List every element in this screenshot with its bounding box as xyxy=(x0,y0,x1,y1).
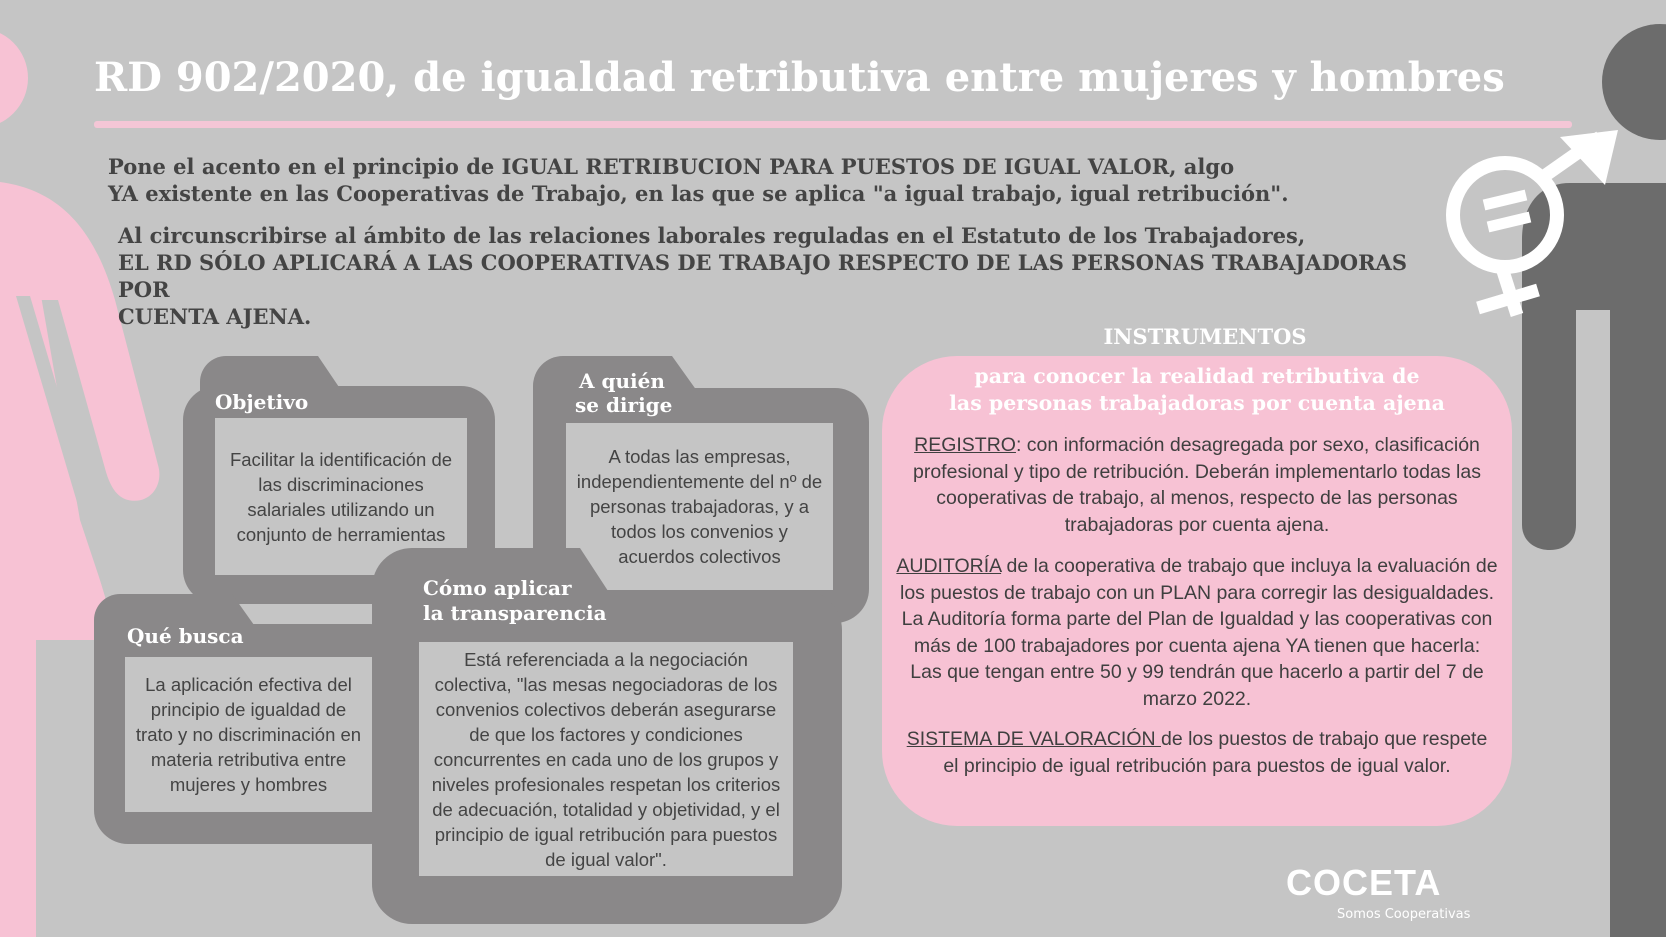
instrumentos-subtitle xyxy=(902,363,1492,417)
gender-equality-icon xyxy=(1440,125,1625,330)
intro-paragraph-2 xyxy=(118,222,1448,330)
card-como-aplicar-title-line: la transparencia xyxy=(423,601,607,625)
coceta-logo: COCETA xyxy=(1286,862,1442,903)
intro-line: Pone el acento en el principio de IGUAL RETRIBUCION PARA PUESTOS DE IGUAL VALOR, algo xyxy=(108,154,1235,179)
card-objetivo-title: Objetivo xyxy=(215,390,309,414)
card-objetivo-body: Facilitar la identificación de las discriminaciones salariales utilizando un conjunto de herramientas xyxy=(215,418,467,575)
card-como-aplicar xyxy=(372,576,842,924)
card-como-aplicar-title-line: Cómo aplicar xyxy=(423,576,572,600)
registro-label: REGISTRO xyxy=(914,434,1016,456)
card-como-aplicar-title xyxy=(423,576,607,626)
intro-paragraph-1 xyxy=(108,153,1408,207)
instrumentos-heading: INSTRUMENTOS xyxy=(1103,324,1307,349)
coceta-tagline: Somos Cooperativas xyxy=(1337,907,1471,922)
page-title: RD 902/2020, de igualdad retributiva entre mujeres y hombres xyxy=(94,54,1505,101)
sistema-paragraph xyxy=(902,726,1492,779)
card-a-quien-title-line: A quién xyxy=(579,369,665,393)
instrumentos-panel xyxy=(882,356,1512,826)
instrumentos-subtitle-line: las personas trabajadoras por cuenta ajena xyxy=(949,391,1445,415)
auditoria-label: AUDITORÍA xyxy=(896,555,1002,577)
instrumentos-subtitle-line: para conocer la realidad retributiva de xyxy=(974,364,1420,388)
card-a-quien-title xyxy=(575,369,672,417)
card-como-aplicar-body: Está referenciada a la negociación colectiva, "las mesas negociadoras de los convenios colectivos deberán asegurarse de que los factores y condiciones concurrentes en cada uno de los grupos y niveles profesionales respetan los criterios de adecuación, totalidad y objetividad, y el principio de igual retribución para puestos de igual valor". xyxy=(419,642,793,876)
intro-line: EL RD SÓLO APLICARÁ A LAS COOPERATIVAS DE TRABAJO RESPECTO DE LAS PERSONAS TRABAJADORAS POR xyxy=(118,250,1407,302)
sistema-text: de los puestos de trabajo que respete el principio de igual retribución para puestos de igual valor. xyxy=(943,728,1488,777)
card-que-busca xyxy=(94,624,404,844)
sistema-label: SISTEMA DE VALORACIÓN xyxy=(906,728,1161,750)
card-que-busca-title: Qué busca xyxy=(127,624,244,648)
registro-text: : con información desagregada por sexo, clasificación profesional y tipo de retribución. Deberán implementarlo todas las cooperativas de trabajo, al menos, respecto de las personas trabajadoras por cuenta ajena. xyxy=(913,434,1481,536)
intro-line: Al circunscribirse al ámbito de las relaciones laborales reguladas en el Estatuto de los Trabajadores, xyxy=(118,223,1306,248)
registro-paragraph xyxy=(906,432,1488,538)
card-a-quien-title-line: se dirige xyxy=(575,393,673,417)
title-divider xyxy=(94,121,1572,128)
card-a-quien-body: A todas las empresas, independientemente del nº de personas trabajadoras, y a todos los convenios y acuerdos colectivos xyxy=(566,423,833,590)
intro-line: CUENTA AJENA. xyxy=(118,304,312,329)
intro-line: YA existente en las Cooperativas de Trabajo, en las que se aplica "a igual trabajo, igual retribución". xyxy=(108,181,1289,206)
auditoria-text: de la cooperativa de trabajo que incluya la evaluación de los puestos de trabajo con un PLAN para corregir las desigualdades. La Auditoría forma parte del Plan de Igualdad y las cooperativas con más de 100 trabajadores por cuenta ajena YA tienen que hacerla: Las que tengan entre 50 y 99 tendrán que hacerlo a partir del 7 de marzo 2022. xyxy=(899,555,1498,710)
auditoria-paragraph xyxy=(896,553,1498,712)
card-que-busca-body: La aplicación efectiva del principio de igualdad de trato y no discriminación en materia retributiva entre mujeres y hombres xyxy=(125,657,372,812)
